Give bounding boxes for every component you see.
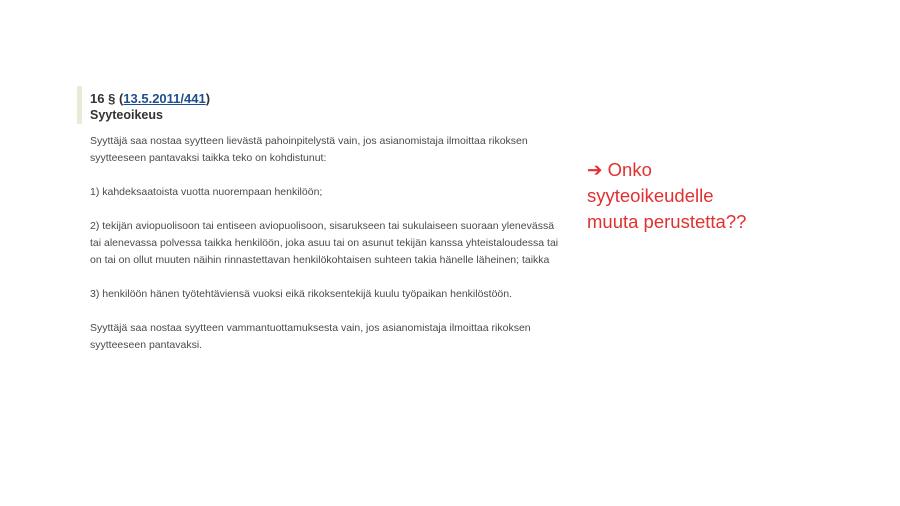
paragraph-line: syytteeseen pantavaksi taikka teko on kohdistunut: bbox=[90, 152, 327, 164]
open-paren: ( bbox=[118, 91, 124, 106]
section-number: 16 § bbox=[90, 91, 116, 106]
section-number-line bbox=[90, 90, 210, 107]
paragraph-item-2 bbox=[90, 218, 577, 269]
section-header bbox=[90, 90, 210, 123]
paragraph-line: Syyttäjä saa nostaa syytteen vammantuottamuksesta vain, jos asianomistaja ilmoittaa rikoksen bbox=[90, 322, 531, 334]
paragraph-line: tai alenevassa polvessa taikka henkilöön, joka asuu tai on asunut tekijän kanssa yhteistaloudessa tai bbox=[90, 237, 559, 249]
note-line: ➔ Onko bbox=[587, 159, 652, 180]
note-line: muuta perustetta?? bbox=[587, 211, 747, 232]
paragraph-item-3 bbox=[90, 286, 577, 303]
law-section bbox=[77, 86, 577, 366]
annotation-note bbox=[587, 157, 746, 235]
paragraph-line: 3) henkilöön hänen työtehtäviensä vuoksi eikä rikoksentekijä kuulu työpaikan henkilöstöön. bbox=[90, 288, 513, 300]
paragraph-intro bbox=[90, 133, 577, 167]
paragraph-line: syytteeseen pantavaksi. bbox=[90, 339, 203, 351]
section-title: Syyteoikeus bbox=[90, 108, 163, 122]
paragraph-line: on tai on ollut muuten näihin rinnastettavan henkilökohtaisen suhteen takia hänelle läheinen; taikka bbox=[90, 254, 550, 266]
paragraph-item-1 bbox=[90, 184, 577, 201]
paragraph-line: 1) kahdeksaatoista vuotta nuorempaan henkilöön; bbox=[90, 186, 323, 198]
paragraph-line: Syyttäjä saa nostaa syytteen lievästä pahoinpitelystä vain, jos asianomistaja ilmoittaa rikoksen bbox=[90, 135, 528, 147]
section-body bbox=[90, 133, 577, 366]
paragraph-line: 2) tekijän aviopuolisoon tai entiseen aviopuolisoon, sisarukseen tai sukulaiseen suoraan ylenevässä bbox=[90, 220, 555, 232]
note-line: syyteoikeudelle bbox=[587, 185, 714, 206]
paragraph-closing bbox=[90, 320, 577, 354]
amendment-link[interactable]: 13.5.2011/441 bbox=[123, 91, 206, 106]
section-header-accent-bar bbox=[77, 86, 82, 124]
close-paren: ) bbox=[205, 91, 211, 106]
